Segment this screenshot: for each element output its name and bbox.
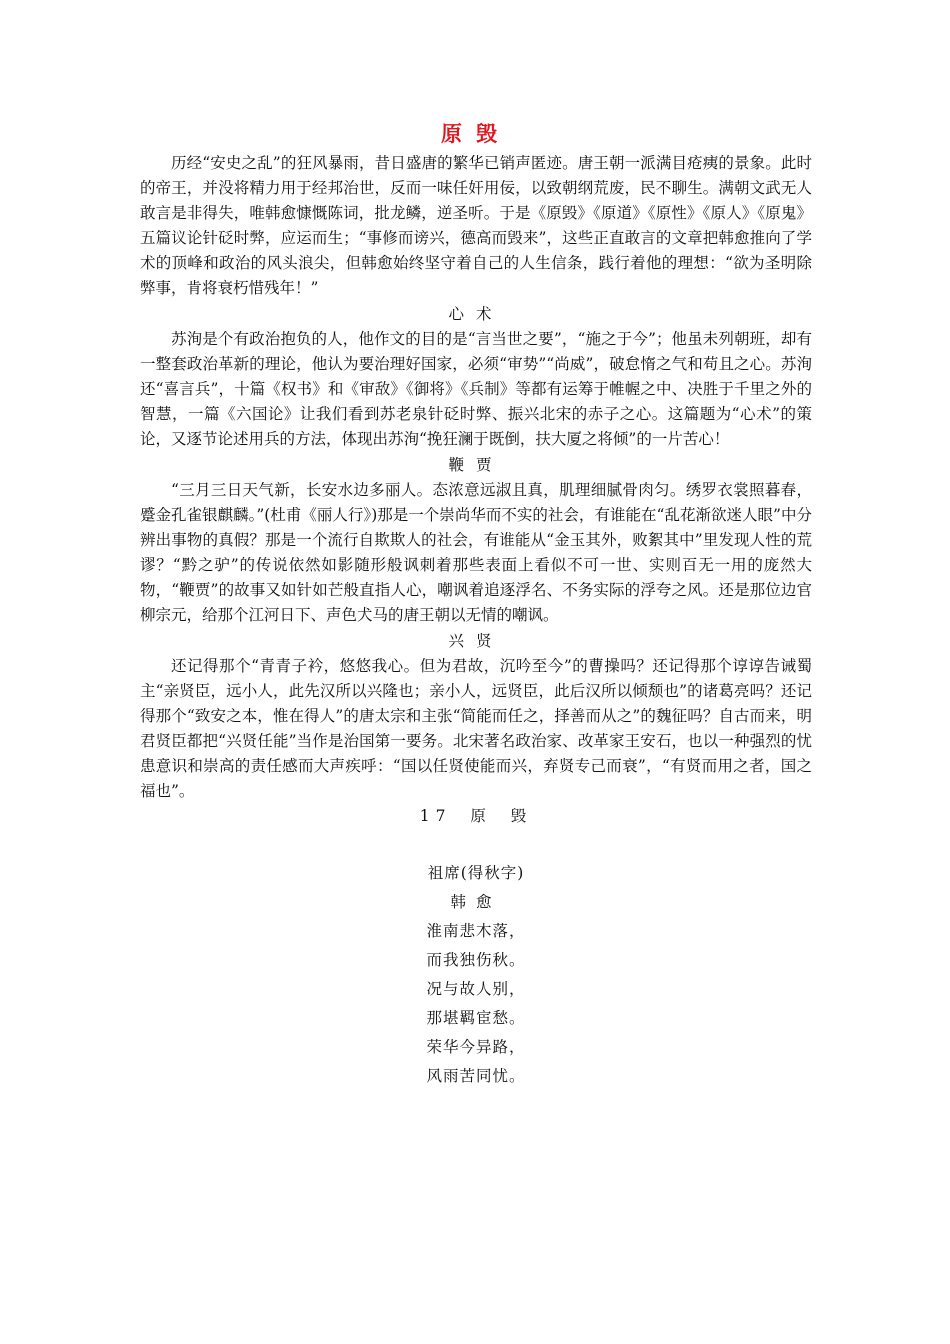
section-biangu: [140, 452, 812, 628]
poem-line: 风雨苦同忧。: [426, 1067, 526, 1085]
section-paragraph: 还记得那个“青青子衿，悠悠我心。但为君故，沉吟至今”的曹操吗？还记得那个谆谆告诫蜀主“亲贤臣，远小人，此先汉所以兴隆也；亲小人，远贤臣，此后汉所以倾颓也”的诸葛亮吗？还记得那个“致安之本，惟在得人”的唐太宗和主张“简能而任之，择善而从之”的魏征吗？自古而来，明君贤臣都把“兴贤任能”当作是治国第一要务。北宋著名政治家、改革家王安石，也以一种强烈的忧患意识和崇高的责任感而大声疾呼：“国以任贤使能而兴，弃贤专己而衰”，“有贤而用之者，国之福也”。: [140, 657, 812, 800]
poem-author: 韩愈: [450, 893, 502, 911]
chapter-label: 17 原 毁: [419, 807, 533, 825]
section-paragraph: 苏洵是个有政治抱负的人，他作文的目的是“言当世之要”，“施之于今”；他虽未列朝班，却有一整套政治革新的理论，他认为要治理好国家，必须“审势”“尚威”，破怠惰之气和苟且之心。苏洵还“喜言兵”，十篇《权书》和《审敌》《御将》《兵制》等都有运筹于帷幄之中、决胜于千里之外的智慧，一篇《六国论》让我们看到苏老泉针砭时弊、振兴北宋的赤子之心。这篇题为“心术”的策论，又逐节论述用兵的方法，体现出苏洵“挽狂澜于既倒，扶大厦之将倾”的一片苦心！: [140, 330, 812, 448]
page-title: 原毁: [441, 121, 511, 146]
poem-line: 那堪羁宦愁。: [426, 1009, 526, 1027]
poem: [140, 859, 812, 1091]
section-xinshu: [140, 301, 812, 452]
poem-line: 况与故人别，: [426, 980, 526, 998]
section-heading: 兴贤: [448, 632, 504, 650]
section-heading: 心术: [448, 305, 504, 323]
document-page: [140, 118, 812, 1091]
poem-line: 而我独伤秋。: [426, 951, 526, 969]
section-heading: 鞭贾: [448, 456, 504, 474]
intro-paragraph: 历经“安史之乱”的狂风暴雨，昔日盛唐的繁华已销声匿迹。唐王朝一派满目疮痍的景象。此时的帝王，并没将精力用于经邦治世，反而一味任奸用佞，以致朝纲荒废，民不聊生。满朝文武无人敢言是非得失，唯韩愈慷慨陈词，批龙鳞，逆圣听。于是《原毁》《原道》《原性》《原人》《原鬼》五篇议论针砭时弊，应运而生；“事修而谤兴，德高而毁来”，这些正直敢言的文章把韩愈推向了学术的顶峰和政治的风头浪尖，但韩愈始终坚守着自己的人生信条，践行着他的理想：“欲为圣明除弊事，肯将衰朽惜残年！”: [140, 154, 812, 297]
section-xingxian: [140, 628, 812, 804]
section-paragraph: “三月三日天气新，长安水边多丽人。态浓意远淑且真，肌理细腻骨肉匀。绣罗衣裳照暮春，蹙金孔雀银麒麟。”(杜甫《丽人行》)那是一个崇尚华而不实的社会，有谁能在“乱花渐欲迷人眼”中分辨出事物的真假？那是一个流行自欺欺人的社会，有谁能从“金玉其外，败絮其中”里发现人性的荒谬？“黔之驴”的传说依然如影随形般讽刺着那些表面上看似不可一世、实则百无一用的庞然大物，“鞭贾”的故事又如针如芒般直指人心，嘲讽着追逐浮名、不务实际的浮夸之风。还是那位边官柳宗元，给那个江河日下、声色犬马的唐王朝以无情的嘲讽。: [140, 481, 812, 624]
poem-line: 荣华今异路，: [426, 1038, 526, 1056]
poem-title: 祖席(得秋字): [427, 864, 525, 882]
poem-line: 淮南悲木落，: [426, 922, 526, 940]
